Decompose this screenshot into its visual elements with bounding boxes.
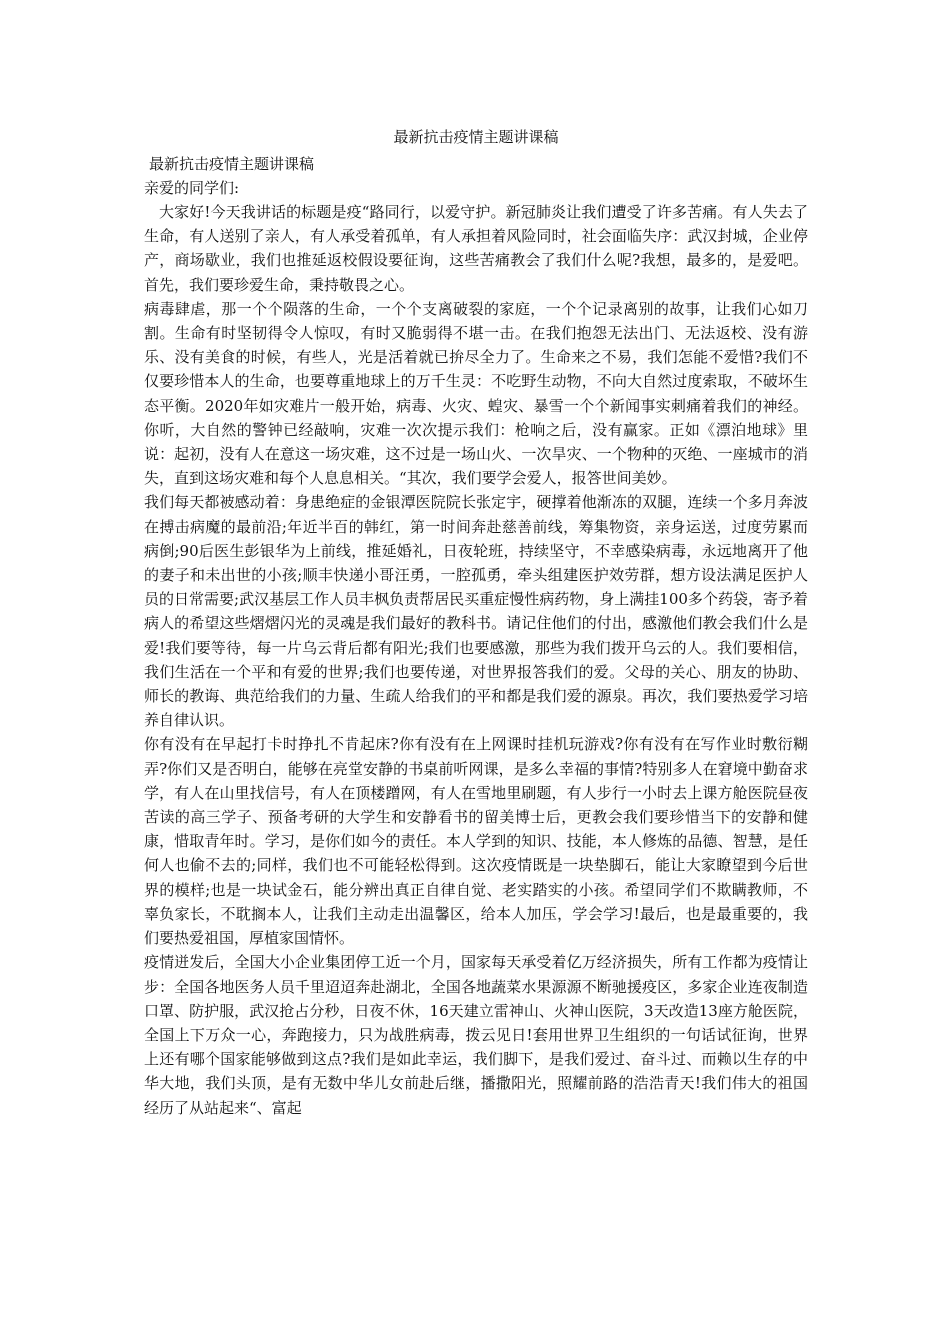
paragraph-love-country: 疫情迸发后，全国大小企业集团停工近一个月，国家每天承受着亿万经济损失，所有工作都为疫情让步：全国各地医务人员千里迢迢奔赴湖北，全国各地蔬菜水果源源不断驰援疫区，多家企业连夜制造口罩、防护服，武汉抢占分秒，日夜不休，16天建立雷神山、火神山医院，3天改造13座方舱医院，全国上下万众一心，奔跑接力，只为战胜病毒，拨云见日!套用世界卫生组织的一句话试征询，世界上还有哪个国家能够做到这点?我们是如此幸运，我们脚下，是我们爱过、奋斗过、而赖以生存的中华大地，我们头顶，是有无数中华儿女前赴后继，播撒阳光，照耀前路的浩浩青天!我们伟大的祖国经历了从站起来“、富起: [144, 953, 808, 1117]
paragraph-love-learning: 你有没有在早起打卡时挣扎不肯起床?你有没有在上网课时挂机玩游戏?你有没有在写作业时敷衍糊弄?你们又是否明白，能够在亮堂安静的书桌前听网课，是多么幸福的事情?特别多人在窘境中勤奋求学，有人在山里找信号，有人在顶楼蹭网，有人在雪地里刷题，有人步行一小时去上课方舱医院昼夜苦读的高三学子、预备考研的大学生和安静看书的留美博士后，更教会我们要珍惜当下的安静和健康，惜取青年时。学习，是你们如今的责任。本人学到的知识、技能，本人修炼的品德、智慧，是任何人也偷不去的;同样，我们也不可能轻松得到。这次疫情既是一块垫脚石，能让大家瞭望到今后世界的模样;也是一块试金石，能分辨出真正自律自觉、老实踏实的小孩。希望同学们不欺瞒教师，不辜负家长，不耽搁本人，让我们主动走出温馨区，给本人加压，学会学习!最后，也是最重要的，我们要热爱祖国，厚植家国情怀。: [144, 735, 808, 948]
paragraph-intro: 大家好!今天我讲话的标题是疫“路同行，以爱守护。新冠肺炎让我们遭受了许多苦痛。有人失去了生命，有人送别了亲人，有人承受着孤单，有人承担着风险同时，社会面临失序：武汉封城，企业停产，商场歇业，我们也推延返校假设要征询，这些苦痛教会了我们什么呢?我想，最多的，是爱吧。首先，我们要珍爱生命，秉持敬畏之心。: [144, 203, 808, 294]
salutation: 亲爱的同学们:: [144, 179, 240, 197]
document-title: 最新抗击疫情主题讲课稿: [393, 128, 559, 146]
paragraph-cherish-life: 病毒肆虐，那一个个陨落的生命，一个个支离破裂的家庭，一个个记录离别的故事，让我们心如刀割。生命有时坚韧得令人惊叹，有时又脆弱得不堪一击。在我们抱怨无法出门、无法返校、没有游乐、没有美食的时候，有些人，光是活着就已拚尽全力了。生命来之不易，我们怎能不爱惜?我们不仅要珍惜本人的生命，也要尊重地球上的万千生灵：不吃野生动物，不向大自然过度索取，不破坏生态平衡。2020年如灾难片一般开始，病毒、火灾、蝗灾、暴雪一个个新闻事实刺痛着我们的神经。你听，大自然的警钟已经敲响，灾难一次次提示我们：枪响之后，没有赢家。正如《漂泊地球》里说：起初，没有人在意这一场灾难，这不过是一场山火、一次旱灾、一个物种的灭绝、一座城市的消失，直到这场灾难和每个人息息相关。“其次，我们要学会爱人，报答世间美妙。: [144, 299, 808, 488]
document-page: [144, 124, 808, 1120]
document-subtitle: 最新抗击疫情主题讲课稿: [149, 155, 315, 173]
paragraph-learn-to-love: 我们每天都被感动着：身患绝症的金银潭医院院长张定宇，硬撑着他渐冻的双腿，连续一个多月奔波在搏击病魔的最前沿;年近半百的韩红，第一时间奔赴慈善前线，筹集物资，亲身运送，过度劳累而病倒;90后医生彭银华为上前线，推延婚礼，日夜轮班，持续坚守，不幸感染病毒，永远地离开了他的妻子和未出世的小孩;顺丰快递小哥汪勇，一腔孤勇，牵头组建医护效劳群，想方设法满足医护人员的日常需要;武汉基层工作人员丰枫负责帮居民买重症慢性病药物，身上满挂100多个药袋，寄予着病人的希望这些熠熠闪光的灵魂是我们最好的教科书。请记住他们的付出，感激他们教会我们什么是爱!我们要等待，每一片乌云背后都有阳光;我们也要感激，那些为我们拨开乌云的人。我们要相信，我们生活在一个平和有爱的世界;我们也要传递，对世界报答我们的爱。父母的关心、朋友的协助、师长的教诲、典范给我们的力量、生疏人给我们的平和都是我们爱的源泉。再次，我们要热爱学习培养自律认识。: [144, 493, 808, 730]
